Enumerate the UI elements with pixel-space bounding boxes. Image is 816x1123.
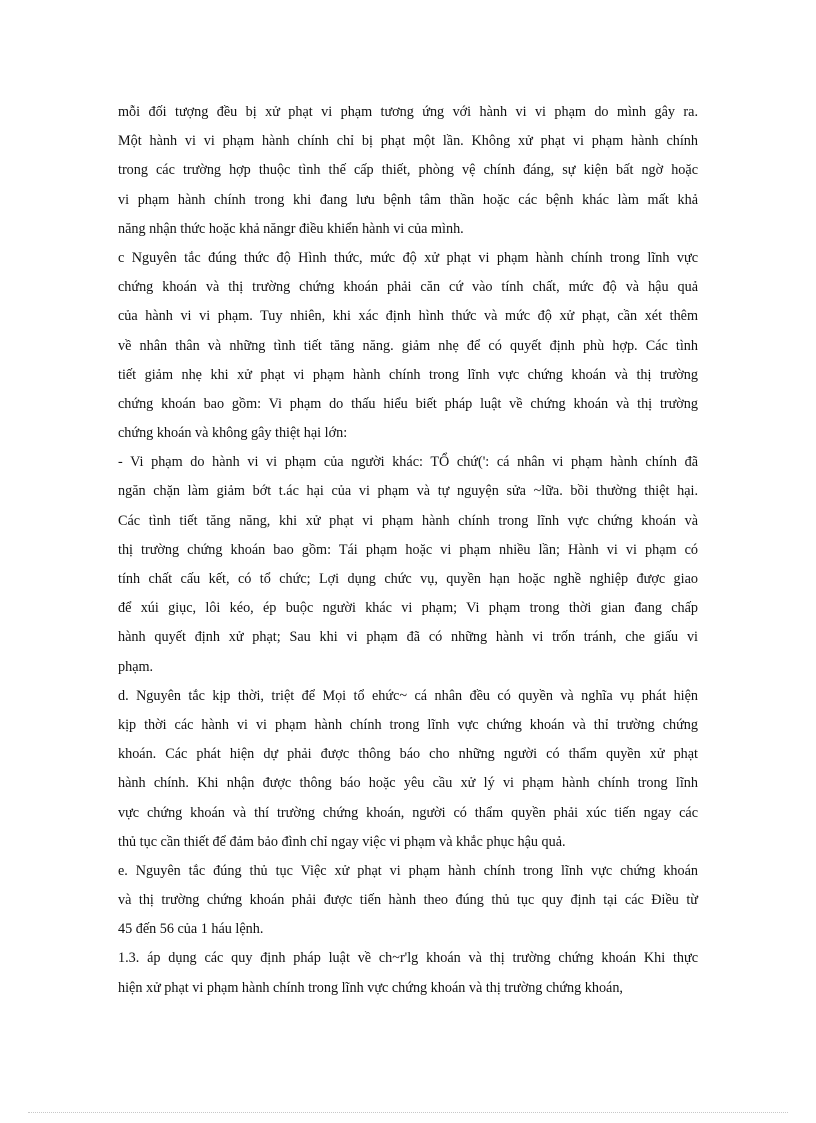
text-line: 1.3. áp dụng các quy định pháp luật về ch~r'lg khoán và thị trường chứng khoán Khi thực [118, 950, 698, 967]
text-line: chứng khoán và thị trường chứng khoán phải căn cứ vào tính chất, mức độ và hậu quả [118, 279, 698, 296]
text-line: hành chính. Khi nhận được thông báo hoặc yêu cầu xử lý vi phạm hành chính trong lĩnh [118, 775, 698, 792]
text-line: - Vi phạm do hành vi vi phạm của người khác: TỔ chứ(': cá nhân vi phạm hành chính đã [118, 454, 698, 471]
paragraph-p2 [118, 244, 698, 448]
text-line: thị trường chứng khoán bao gồm: Tái phạm hoặc vi phạm nhiều lần; Hành vi vi phạm có [118, 541, 698, 558]
paragraph-p6 [118, 944, 698, 1002]
text-line: ngăn chặn làm giảm bớt t.ác hại của vi phạm và tự nguyện sửa ~lữa. bồi thường thiệt hại. [118, 483, 698, 500]
text-line: d. Nguyên tắc kịp thời, triệt để Mọi tổ ehức~ cá nhân đều có quyền và nghĩa vụ phát hiện [118, 687, 698, 704]
text-line: khoán. Các phát hiện dự phải được thông báo cho những người có thẩm quyền xử phạt [118, 746, 698, 763]
text-line: của hành vi vi phạm. Tuy nhiên, khi xác định hình thức và mức độ xử phạt, cần xét thêm [118, 308, 698, 325]
text-line: e. Nguyên tắc đúng thủ tục Việc xử phạt vi phạm hành chính trong lĩnh vực chứng khoán [118, 862, 698, 879]
text-line: tiết giảm nhẹ khi xử phạt vi phạm hành chính trong lĩnh vực chứng khoán và thị trường [118, 366, 698, 383]
text-line: về nhân thân và những tình tiết tăng năng. giảm nhẹ để có quyết định phù hợp. Các tình [118, 337, 698, 354]
text-line: để xúi giục, lôi kéo, ép buộc người khác vi phạm; Vi phạm trong thời gian đang chấp [118, 600, 698, 617]
text-line: mỗi đối tượng đều bị xử phạt vi phạm tương ứng với hành vi vi phạm do mình gây ra. [118, 104, 698, 120]
text-line: vực chứng khoán và thí trường chứng khoán, người có thẩm quyền phải xúc tiến ngay các [118, 804, 698, 821]
text-line: Các tình tiết tăng năng, khi xử phạt vi phạm hành chính trong lĩnh vực chứng khoán và [118, 512, 698, 529]
text-line: thủ tục cần thiết để đảm bảo đình chỉ ngay việc vi phạm và khắc phục hậu quả. [118, 833, 566, 850]
paragraph-p1 [118, 98, 698, 244]
text-line: vi phạm hành chính trong khi đang lưu bệnh tâm thần hoặc các bệnh khác làm mất khả [118, 191, 698, 208]
text-line: trong các trường hợp thuộc tình thế cấp thiết, phòng vệ chính đáng, sự kiện bất ngờ hoặc [118, 162, 698, 179]
document-page [118, 98, 698, 1003]
text-line: hiện xử phạt vi phạm hành chính trong lĩnh vực chứng khoán và thị trường chứng khoán, [118, 979, 623, 996]
paragraph-p4 [118, 682, 698, 857]
text-line: c Nguyên tắc đúng thức độ Hình thức, mức độ xử phạt vi phạm hành chính trong lĩnh vực [118, 249, 698, 266]
text-line: kịp thời các hành vi vi phạm hành chính trong lĩnh vực chứng khoán và thỉ trường chứng [118, 716, 698, 733]
text-line: phạm. [118, 658, 154, 675]
page-bottom-divider [28, 1112, 788, 1113]
text-line: chứng khoán bao gồm: Vi phạm do thấu hiểu biết pháp luật về chứng khoán và thị trường [118, 395, 698, 412]
text-line: chứng khoán và không gây thiệt hại lớn: [118, 425, 348, 442]
text-line: 45 đến 56 của 1 háu lệnh. [118, 921, 264, 938]
text-line: tính chất cấu kết, có tổ chức; Lợi dụng chức vụ, quyền hạn hoặc nghề nghiệp được giao [118, 571, 698, 587]
paragraph-p5 [118, 857, 698, 945]
text-line: Một hành vi vi phạm hành chính chỉ bị phạt một lần. Không xử phạt vi phạm hành chính [118, 133, 698, 150]
text-line: hành quyết định xử phạt; Sau khi vi phạm đã có những hành vi trốn tránh, che giấu vi [118, 629, 698, 646]
text-line: năng nhận thức hoặc khả năngr điều khiển hành vi của mình. [118, 220, 464, 237]
paragraph-p3 [118, 448, 698, 682]
text-line: và thị trường chứng khoán phải được tiến hành theo đúng thủ tục quy định tại các Điều từ [118, 892, 698, 909]
